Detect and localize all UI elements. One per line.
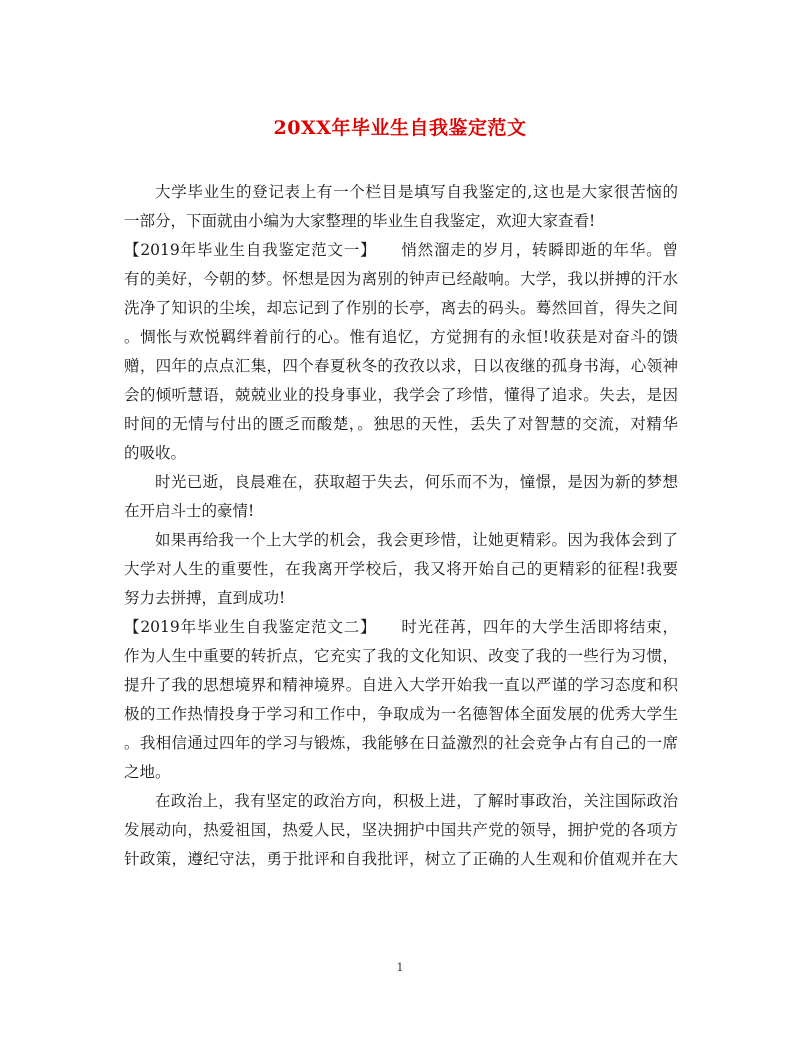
document-title: 20XX年毕业生自我鉴定范文 (273, 117, 527, 139)
text-line: 之地。 (124, 763, 171, 781)
text-line: 针政策，遵纪守法，勇于批评和自我批评，树立了正确的人生观和价值观并在大 (124, 850, 678, 868)
text-line: 提升了我的思想境界和精神境界。自进入大学开始我一直以严谨的学习态度和积 (124, 676, 678, 694)
document-body (124, 178, 678, 874)
text-line: 洗净了知识的尘埃，却忘记到了作别的长亭，离去的码头。蓦然回首，得失之间 (124, 299, 678, 317)
text-line: 在开启斗士的豪情! (124, 502, 255, 520)
text-line: 发展动向，热爱祖国，热爱人民，坚决拥护中国共产党的领导，拥护党的各项方 (124, 821, 678, 839)
text-line: 如果再给我一个上大学的机会，我会更珍惜，让她更精彩。因为我体会到了 (155, 531, 678, 549)
section-heading-line: 【2019年毕业生自我鉴定范文二】 时光荏苒，四年的大学生活即将结束， (124, 618, 678, 636)
text-line: 。我相信通过四年的学习与锻炼，我能够在日益激烈的社会竞争占有自己的一席 (124, 734, 678, 752)
text-line: 大学对人生的重要性，在我离开学校后，我又将开始自己的更精彩的征程!我要 (124, 560, 678, 578)
text-line: 在政治上，我有坚定的政治方向，积极上进，了解时事政治，关注国际政治 (155, 792, 678, 810)
text-line: 赠，四年的点点汇集，四个春夏秋冬的孜孜以求，日以夜继的孤身书海，心领神 (124, 357, 678, 375)
text-line: 。惆怅与欢悦羁绊着前行的心。惟有追忆，方觉拥有的永恒!收获是对奋斗的馈 (124, 328, 678, 346)
text-line: 有的美好，今朝的梦。怀想是因为离别的钟声已经敲响。大学，我以拼搏的汗水 (124, 270, 678, 288)
text-line: 时间的无情与付出的匮乏而酸楚，。独思的天性，丢失了对智慧的交流，对精华 (124, 415, 678, 433)
text-line: 一部分，下面就由小编为大家整理的毕业生自我鉴定，欢迎大家查看! (124, 212, 596, 230)
section-heading-line: 【2019年毕业生自我鉴定范文一】 悄然溜走的岁月，转瞬即逝的年华。曾 (124, 241, 678, 259)
text-line: 会的倾听慧语，兢兢业业的投身事业，我学会了珍惜，懂得了追求。失去，是因 (124, 386, 678, 404)
text-line: 努力去拼搏，直到成功! (124, 589, 286, 607)
text-line: 极的工作热情投身于学习和工作中，争取成为一名德智体全面发展的优秀大学生 (124, 705, 678, 723)
text-line: 的吸收。 (124, 444, 187, 462)
text-line: 作为人生中重要的转折点，它充实了我的文化知识、改变了我的一些行为习惯， (124, 647, 678, 665)
text-line: 大学毕业生的登记表上有一个栏目是填写自我鉴定的,这也是大家很苦恼的 (155, 183, 678, 201)
page-number: 1 (396, 961, 404, 974)
text-line: 时光已逝，良晨难在，获取超于失去，何乐而不为，憧憬，是因为新的梦想 (155, 473, 678, 491)
